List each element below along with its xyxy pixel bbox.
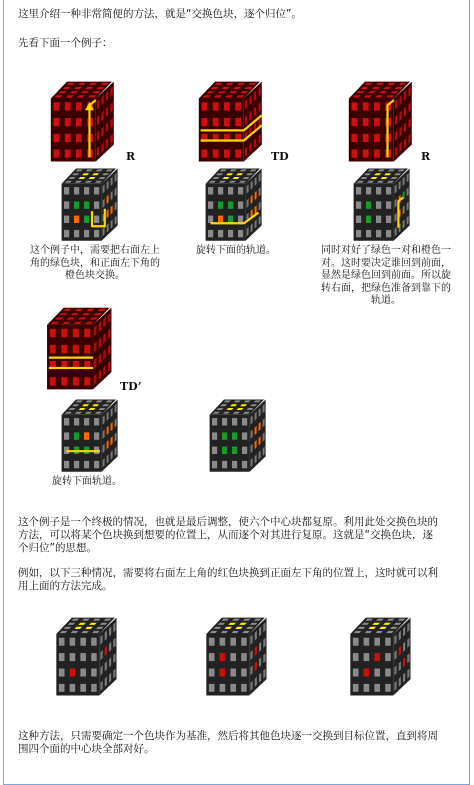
cube-sticker — [242, 432, 247, 439]
gray-cube-step2 — [196, 167, 276, 243]
cube-sticker — [224, 102, 230, 110]
gray-cube-step2-shape — [206, 169, 262, 241]
cube-sticker — [220, 653, 226, 661]
cube-sticker — [94, 201, 99, 208]
cube-sticker — [235, 118, 241, 126]
red-cube-step2-shape — [199, 82, 262, 162]
caption-step1 — [20, 245, 170, 283]
cube-sticker — [242, 447, 247, 454]
cube-sticker — [232, 418, 237, 425]
cube-sticker — [84, 377, 90, 385]
cube-sticker — [65, 102, 71, 110]
cube-sticker — [228, 201, 233, 208]
cube-sticker — [230, 684, 236, 692]
cube-sticker — [54, 102, 60, 110]
cube-sticker — [209, 638, 215, 646]
cube-sticker — [59, 638, 65, 646]
cube-sticker — [241, 653, 247, 661]
caption-step3 — [313, 245, 459, 308]
cube-sticker — [218, 230, 223, 237]
cube-sticker — [220, 684, 226, 692]
cube-sticker — [352, 134, 358, 142]
cube-sticker — [356, 230, 361, 237]
cube-sticker — [224, 118, 230, 126]
cube-sticker — [84, 230, 89, 237]
cube-sticker — [228, 230, 233, 237]
cube-sticker — [374, 118, 380, 126]
caption-step1-line3: 橙色块交换。 — [65, 270, 125, 281]
caption-step3-line5: 轨道。 — [371, 295, 401, 306]
cube-sticker — [76, 102, 82, 110]
cube-sticker — [84, 461, 89, 468]
red-cube-step3 — [338, 80, 431, 164]
cube-sticker — [386, 230, 391, 237]
cube-sticker — [352, 118, 358, 126]
conclusion-line2: 围四个面的中心块全部对好。 — [18, 743, 155, 755]
cube-sticker — [208, 216, 213, 223]
cube-sticker — [94, 187, 99, 194]
cube-sticker — [374, 638, 380, 646]
cube-sticker — [366, 201, 371, 208]
cube-sticker — [59, 653, 65, 661]
cube-sticker — [73, 377, 79, 385]
conclusion-paragraph — [18, 730, 438, 756]
cube-sticker — [212, 461, 217, 468]
cube-sticker — [94, 230, 99, 237]
cube-sticker — [74, 187, 79, 194]
cube-sticker — [61, 329, 67, 337]
cube-sticker — [363, 102, 369, 110]
cube-sticker — [374, 102, 380, 110]
cube-sticker — [94, 432, 99, 439]
cube-sticker — [80, 669, 86, 677]
cube-sticker — [366, 216, 371, 223]
cube-sticker — [385, 638, 391, 646]
gray-cube-solved-shape — [210, 400, 266, 472]
cube-sticker — [376, 201, 381, 208]
cube-sticker — [91, 653, 97, 661]
cube-sticker — [385, 684, 391, 692]
cube-sticker — [363, 134, 369, 142]
summary-line2: 方法，可以将某个色块换到想要的位置上，从而逐个对其进行复原。这就是“交换色块，逐 — [18, 529, 433, 541]
cube-sticker — [73, 329, 79, 337]
case-cube-3-shape — [350, 618, 410, 696]
cube-sticker — [65, 118, 71, 126]
cube-sticker — [65, 134, 71, 142]
cube-sticker — [220, 638, 226, 646]
cube-sticker — [84, 418, 89, 425]
cube-sticker — [376, 216, 381, 223]
cube-sticker — [94, 216, 99, 223]
cube-sticker — [385, 669, 391, 677]
caption-step1-line1: 这个例子中，需要把右面左上 — [30, 245, 160, 256]
cube-sticker — [235, 150, 241, 158]
cube-sticker — [209, 684, 215, 692]
caption-step3-line1: 同时对好了绿色一对和橙色一 — [321, 245, 451, 256]
cube-sticker — [50, 345, 56, 353]
cube-sticker — [235, 102, 241, 110]
cube-sticker — [64, 432, 69, 439]
cube-sticker — [218, 201, 223, 208]
cube-sticker — [376, 230, 381, 237]
cube-sticker — [241, 669, 247, 677]
cube-sticker — [374, 653, 380, 661]
cube-sticker — [84, 187, 89, 194]
cube-sticker — [209, 653, 215, 661]
cube-sticker — [352, 102, 358, 110]
cube-sticker — [80, 638, 86, 646]
example2-paragraph — [18, 567, 438, 593]
cube-sticker — [84, 329, 90, 337]
cube-sticker — [363, 150, 369, 158]
cube-sticker — [70, 638, 76, 646]
move-label-step1: R — [126, 150, 136, 163]
cube-sticker — [202, 118, 208, 126]
cube-sticker — [232, 432, 237, 439]
cube-sticker — [84, 345, 90, 353]
cube-sticker — [84, 432, 89, 439]
gray-cube-step1-shape — [62, 169, 118, 241]
cube-sticker — [76, 150, 82, 158]
example2-line2: 用上面的方法完成。 — [18, 580, 113, 592]
cube-sticker — [65, 150, 71, 158]
cube-sticker — [94, 418, 99, 425]
cube-sticker — [208, 201, 213, 208]
cube-sticker — [364, 653, 370, 661]
cube-sticker — [74, 461, 79, 468]
gray-cube-step3 — [344, 167, 424, 243]
cube-sticker — [64, 461, 69, 468]
gray-cube-step1 — [52, 167, 132, 243]
red-cube-step4 — [36, 306, 128, 392]
cube-sticker — [356, 201, 361, 208]
cube-sticker — [209, 669, 215, 677]
cube-sticker — [374, 669, 380, 677]
summary-line3: 个归位”的思想。 — [18, 542, 97, 554]
cube-sticker — [213, 102, 219, 110]
cube-sticker — [222, 447, 227, 454]
cube-sticker — [364, 638, 370, 646]
example2-line1: 例如，以下三种情况，需要将右面左上角的红色块换到正面左下角的位置上，这时就可以利 — [18, 567, 438, 579]
cube-sticker — [238, 201, 243, 208]
cube-sticker — [218, 187, 223, 194]
example-heading: 先看下面一个例子： — [18, 37, 113, 49]
cube-sticker — [91, 669, 97, 677]
gray-cube-solved — [200, 398, 280, 474]
cube-sticker — [80, 684, 86, 692]
cube-sticker — [242, 461, 247, 468]
move-label-step4: TD’ — [120, 380, 142, 393]
cube-sticker — [54, 134, 60, 142]
move-label-step2: TD — [271, 150, 289, 163]
cube-sticker — [353, 684, 359, 692]
cube-sticker — [208, 187, 213, 194]
cube-sticker — [80, 653, 86, 661]
cube-sticker — [222, 432, 227, 439]
cube-sticker — [230, 653, 236, 661]
cube-sticker — [84, 216, 89, 223]
red-cube-step3-shape — [349, 82, 412, 162]
cube-sticker — [64, 216, 69, 223]
cube-sticker — [386, 201, 391, 208]
cube-sticker — [224, 150, 230, 158]
cube-sticker — [70, 669, 76, 677]
cube-sticker — [230, 638, 236, 646]
cube-sticker — [202, 102, 208, 110]
cube-sticker — [364, 669, 370, 677]
cube-sticker — [352, 150, 358, 158]
red-cube-step2 — [188, 80, 278, 164]
cube-sticker — [94, 461, 99, 468]
cube-sticker — [353, 638, 359, 646]
summary-line1: 这个例子是一个终极的情况，也就是最后调整，使六个中心块都复原。利用此处交换色块的 — [18, 516, 438, 528]
cube-sticker — [353, 653, 359, 661]
cube-sticker — [64, 187, 69, 194]
cube-sticker — [238, 230, 243, 237]
cube-sticker — [50, 329, 56, 337]
cube-sticker — [74, 432, 79, 439]
cube-sticker — [356, 216, 361, 223]
cube-sticker — [64, 230, 69, 237]
cube-sticker — [202, 150, 208, 158]
cube-sticker — [374, 150, 380, 158]
cube-sticker — [50, 377, 56, 385]
cube-sticker — [54, 150, 60, 158]
cube-sticker — [222, 418, 227, 425]
gray-cube-step4 — [52, 398, 132, 474]
cube-sticker — [212, 432, 217, 439]
cube-sticker — [374, 684, 380, 692]
cube-sticker — [64, 201, 69, 208]
cube-sticker — [228, 216, 233, 223]
caption-step3-line3: 显然是绿色回到前面。所以旋 — [321, 270, 451, 281]
red-cube-step1 — [40, 80, 130, 164]
cube-sticker — [218, 216, 223, 223]
cube-sticker — [232, 461, 237, 468]
cube-sticker — [213, 150, 219, 158]
summary-paragraph — [18, 516, 438, 555]
cube-sticker — [74, 201, 79, 208]
cube-sticker — [73, 345, 79, 353]
case-cube-3 — [340, 616, 426, 698]
cube-sticker — [54, 118, 60, 126]
cube-sticker — [59, 684, 65, 692]
cube-sticker — [238, 216, 243, 223]
case-cube-2-shape — [206, 618, 266, 696]
gray-cube-step4-shape — [62, 400, 118, 472]
cube-sticker — [353, 669, 359, 677]
cube-sticker — [91, 638, 97, 646]
case-cube-2 — [196, 616, 282, 698]
case-cube-1 — [46, 616, 132, 698]
cube-sticker — [386, 187, 391, 194]
move-label-step3: R — [421, 150, 431, 163]
cube-sticker — [385, 653, 391, 661]
cube-sticker — [232, 447, 237, 454]
cube-sticker — [70, 684, 76, 692]
cube-sticker — [230, 669, 236, 677]
cube-sticker — [76, 118, 82, 126]
cube-sticker — [84, 201, 89, 208]
cube-sticker — [59, 669, 65, 677]
cube-sticker — [242, 418, 247, 425]
cube-sticker — [212, 418, 217, 425]
cube-sticker — [74, 216, 79, 223]
cube-sticker — [74, 230, 79, 237]
cube-sticker — [61, 345, 67, 353]
cube-sticker — [74, 418, 79, 425]
caption-step4: 旋转下面轨道。 — [52, 476, 122, 487]
cube-sticker — [376, 187, 381, 194]
cube-sticker — [220, 669, 226, 677]
cube-sticker — [374, 134, 380, 142]
red-cube-step1-shape — [51, 82, 114, 162]
cube-sticker — [356, 187, 361, 194]
case-cube-1-shape — [56, 618, 116, 696]
cube-sticker — [61, 377, 67, 385]
cube-sticker — [64, 418, 69, 425]
cube-sticker — [238, 187, 243, 194]
cube-sticker — [222, 461, 227, 468]
caption-step3-line2: 对。这时要决定谁回到前面， — [321, 257, 451, 269]
red-cube-step4-shape — [47, 308, 111, 390]
cube-sticker — [366, 230, 371, 237]
cube-sticker — [76, 134, 82, 142]
cube-sticker — [212, 447, 217, 454]
gray-cube-step3-shape — [354, 169, 410, 241]
conclusion-line1: 这种方法，只需要确定一个色块作为基准，然后将其他色块逐一交换到目标位置，直到将周 — [18, 730, 438, 742]
cube-sticker — [386, 216, 391, 223]
cube-sticker — [363, 118, 369, 126]
cube-sticker — [213, 118, 219, 126]
cube-sticker — [91, 684, 97, 692]
cube-sticker — [228, 187, 233, 194]
cube-sticker — [241, 684, 247, 692]
cube-sticker — [366, 187, 371, 194]
caption-step3-line4: 转右面，把绿色准备到靠下的 — [321, 282, 451, 294]
cube-sticker — [241, 638, 247, 646]
cube-sticker — [70, 653, 76, 661]
caption-step1-line2: 角的绿色块，和正面左下角的 — [30, 257, 160, 269]
cube-sticker — [364, 684, 370, 692]
intro-text: 这里介绍一种非常简便的方法，就是“交换色块，逐个归位”。 — [18, 8, 302, 20]
caption-step2: 旋转下面的轨道。 — [196, 245, 276, 256]
cube-sticker — [208, 230, 213, 237]
